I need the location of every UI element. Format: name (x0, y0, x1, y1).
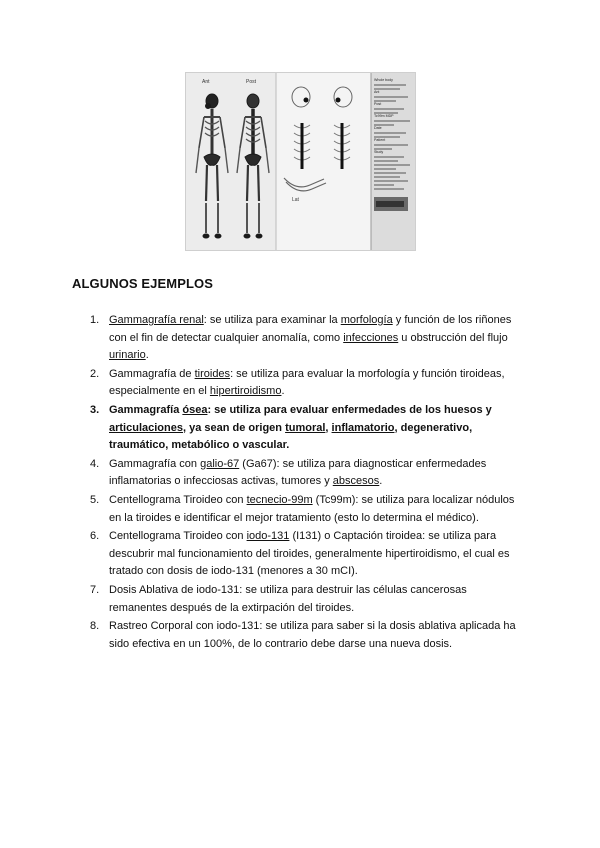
svg-text:Patient: Patient (374, 138, 386, 142)
text-segment: Gammagrafía de (109, 367, 195, 380)
underlined-term: Gammagrafía renal (109, 314, 204, 326)
label-ant: Ant (202, 79, 210, 85)
list-item (90, 366, 519, 401)
underlined-term: morfología (340, 314, 393, 326)
label-lat: Lat (292, 197, 299, 203)
svg-text:Date: Date (374, 126, 382, 130)
text-segment: y función de los riñones con el fin de detectar cualquier anomalía, como (109, 314, 512, 344)
list-item (90, 402, 519, 455)
text-segment: : se utiliza para evaluar enfermedades de los huesos y (207, 403, 492, 416)
text-segment: : se utiliza para examinar la (203, 314, 341, 326)
item-text (109, 584, 467, 614)
underlined-term: tiroides (194, 367, 231, 380)
svg-text:Post: Post (374, 102, 382, 106)
item-number: 2. (90, 367, 100, 380)
text-segment: , ya sean de origen (182, 421, 286, 434)
list-item (90, 456, 519, 491)
text-segment: Gammagrafía con (109, 457, 201, 470)
underlined-term: hipertiroidismo (209, 385, 282, 398)
underlined-term: tecnecio-99m (246, 493, 313, 506)
item-text (109, 620, 516, 650)
text-segment: . (379, 475, 383, 488)
text-segment: (I131) o Captación tiroidea: se utiliza para descubrir mal funcionamiento del tiroides, generalmente hipertiroidismo, el cual es tratado con dosis de iodo-131 (menores a 30 mCI). (109, 530, 510, 578)
item-text (109, 494, 514, 524)
svg-text:Ant: Ant (374, 90, 380, 94)
underlined-term: articulaciones (109, 421, 183, 434)
text-segment: : se utiliza para evaluar la morfología y función tiroideas, especialmente en el (109, 367, 505, 398)
item-text (109, 404, 492, 451)
item-text (109, 368, 505, 398)
item-number: 5. (90, 493, 100, 506)
list-item (90, 528, 519, 581)
bone-scan-image (185, 72, 416, 251)
text-segment: Rastreo Corporal con iodo-131: se utiliza para saber si la dosis ablativa aplicada ha sido efectiva en un 100%, de lo contrario debe darse una nueva dosis. (109, 620, 516, 650)
svg-text:Study: Study (374, 150, 384, 154)
text-segment: Gammagrafía (109, 403, 183, 416)
bone-scan-illustration (186, 73, 415, 250)
text-segment: , degenerativo, traumático, metabólico o vascular (109, 421, 473, 452)
item-number: 8. (90, 620, 100, 633)
item-number: 6. (90, 530, 100, 543)
underlined-term: galio-67 (200, 457, 240, 470)
item-text (109, 314, 511, 361)
label-post: Post (246, 79, 257, 85)
text-segment: Dosis Ablativa de iodo-131: se utiliza para destruir las células cancerosas remanentes después de la extirpación del tiroides. (109, 583, 467, 614)
text-segment: . (145, 349, 149, 362)
underlined-term: abscesos (332, 475, 380, 488)
item-text (109, 530, 509, 577)
underlined-term: inflamatorio (331, 421, 395, 434)
item-number: 1. (90, 314, 100, 326)
svg-text:Whole body: Whole body (374, 78, 393, 82)
item-number: 3. (90, 403, 100, 416)
section-heading: ALGUNOS EJEMPLOS (72, 276, 214, 291)
text-segment: . (281, 385, 285, 398)
underlined-term: urinario (109, 349, 146, 362)
svg-text:Tc99m MDP: Tc99m MDP (374, 114, 394, 118)
text-segment: Centellograma Tiroideo con (109, 493, 247, 506)
list-item (90, 492, 519, 527)
underlined-term: ósea (182, 403, 208, 416)
underlined-term: tumoral (285, 421, 326, 434)
list-item (90, 582, 519, 617)
text-segment: (Tc99m): se utiliza para localizar nódulos en la tiroides e identificar el mejor tratamiento (esto lo determina el médico). (109, 493, 515, 524)
underlined-term: infecciones (343, 331, 399, 344)
text-segment: u obstrucción del flujo (398, 331, 508, 344)
underlined-term: iodo-131 (246, 530, 290, 543)
text-segment: , (325, 421, 332, 434)
list-item (90, 312, 519, 365)
text-segment: (Ga67): se utiliza para diagnosticar enfermedades inflamatorias o infecciosas activas, tumores y (109, 457, 487, 488)
examples-list (90, 312, 519, 654)
list-item (90, 618, 519, 653)
text-segment: Centellograma Tiroideo con (109, 530, 247, 543)
item-text (109, 458, 486, 488)
text-segment: . (286, 439, 290, 452)
item-number: 7. (90, 583, 100, 596)
item-number: 4. (90, 457, 100, 470)
